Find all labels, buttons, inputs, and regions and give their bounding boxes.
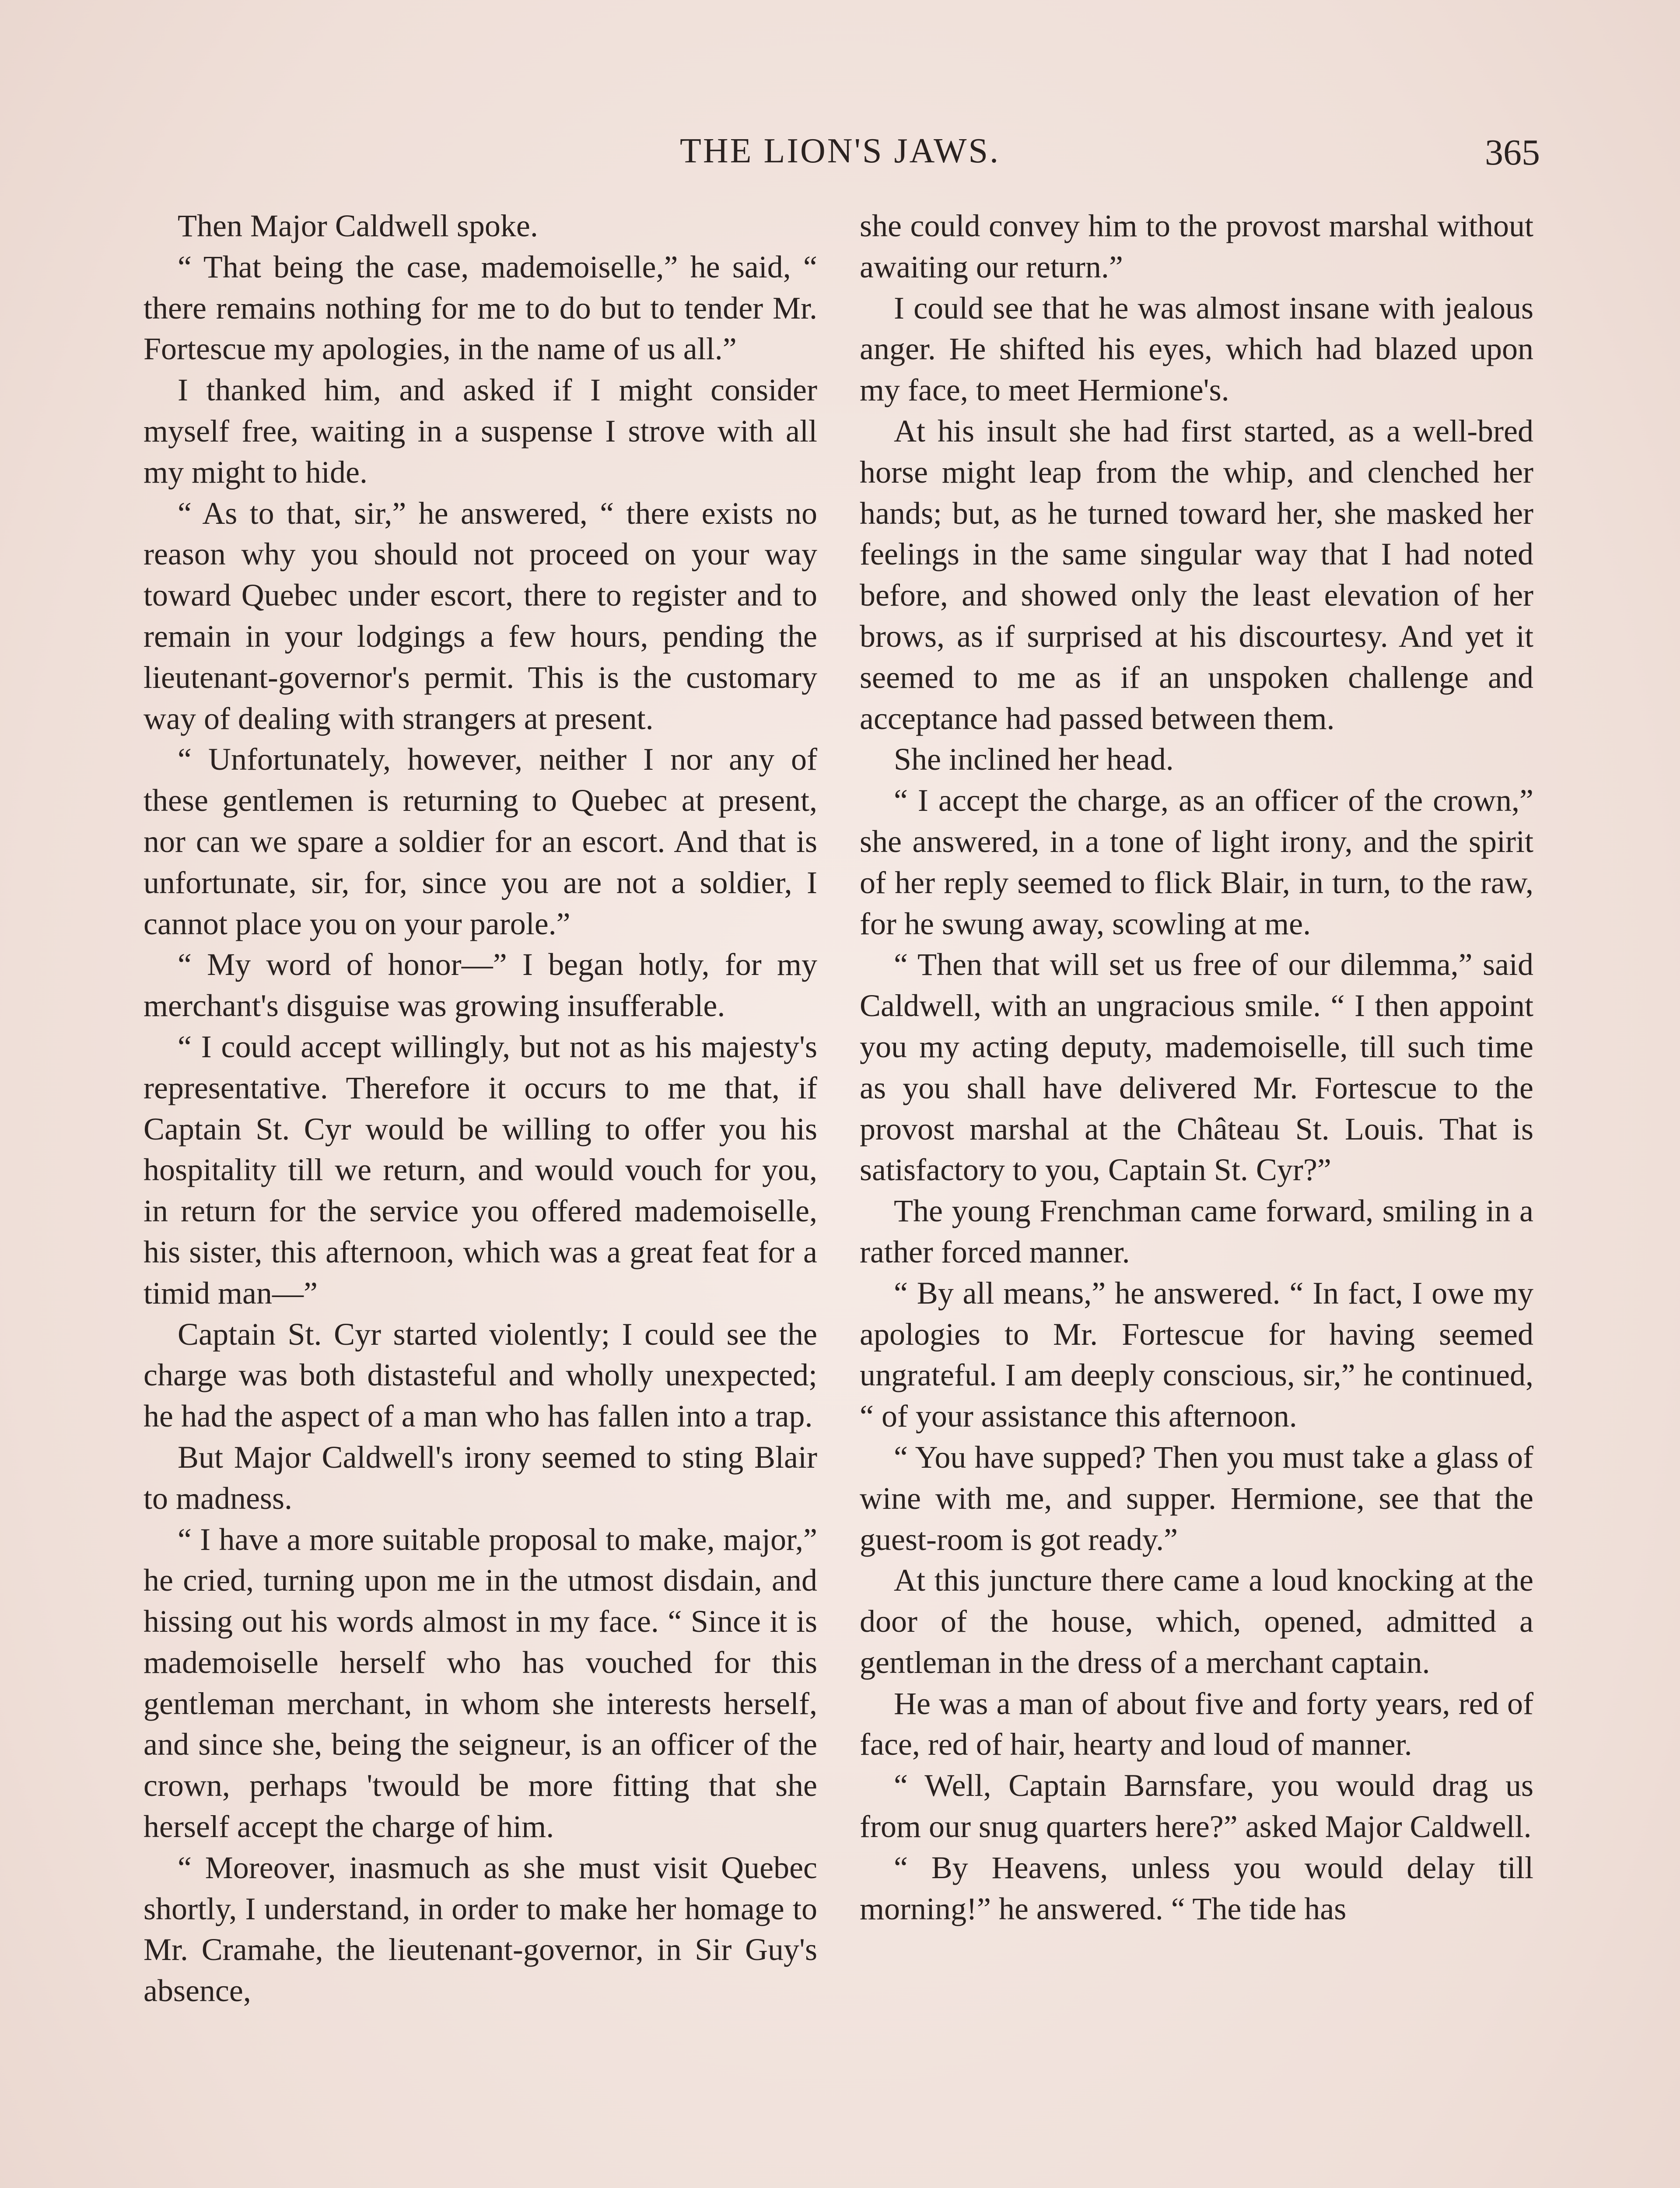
- paragraph: “ I accept the charge, as an officer of the crown,” she answered, in a tone of light irony, and the spirit of her reply seemed to flick Blair, in turn, to the raw, for he swung away, scowling at me.: [860, 783, 1533, 941]
- running-title: THE LION'S JAWS.: [680, 132, 1000, 170]
- paragraph: Then Major Caldwell spoke.: [178, 208, 538, 243]
- left-text-column: [144, 206, 817, 2012]
- paragraph: “ I have a more suitable proposal to make, major,” he cried, turning upon me in the utmost disdain, and hissing out his words almost in my face. “ Since it is mademoiselle herself who has vouched for this gentleman merchant, in whom she interests herself, and since she, being the seigneur, is an officer of the crown, perhaps 'twould be more fitting that she herself accept the charge of him.: [144, 1522, 817, 1844]
- paragraph: I thanked him, and asked if I might consider myself free, waiting in a suspense I strove with all my might to hide.: [144, 372, 817, 490]
- paragraph: “ Unfortunately, however, neither I nor any of these gentlemen is returning to Quebec at present, nor can we spare a soldier for an escort. And that is unfortunate, sir, for, since you are not a soldier, I cannot place you on your parole.”: [144, 742, 817, 941]
- paragraph: “ You have supped? Then you must take a glass of wine with me, and supper. Hermione, see that the guest-room is got ready.”: [860, 1439, 1533, 1557]
- paragraph: At his insult she had first started, as a well-bred horse might leap from the whip, and clenched her hands; but, as he turned toward her, she masked her feelings in the same singular way that I had noted before, and showed only the least elevation of her brows, as if surprised at his discourtesy. And yet it seemed to me as if an unspoken challenge and acceptance had passed between them.: [860, 413, 1533, 736]
- paragraph: She inclined her head.: [894, 742, 1174, 777]
- paragraph: “ My word of honor—” I began hotly, for my merchant's disguise was growing insufferable.: [144, 947, 817, 1024]
- page-header: [140, 131, 1540, 179]
- paragraph: she could convey him to the provost marshal without awaiting our return.”: [860, 208, 1533, 284]
- paragraph: The young Frenchman came forward, smiling in a rather forced manner.: [860, 1193, 1533, 1269]
- paragraph: At this juncture there came a loud knocking at the door of the house, which, opened, admitted a gentleman in the dress of a merchant captain.: [860, 1563, 1533, 1680]
- paragraph: “ By Heavens, unless you would delay till morning!” he answered. “ The tide has: [860, 1850, 1533, 1926]
- paragraph: “ I could accept willingly, but not as his majesty's representative. Therefore it occurs to me that, if Captain St. Cyr would be willing to offer you his hospitality till we return, and would vouch for you, in return for the service you offered mademoiselle, his sister, this afternoon, which was a great feat for a timid man—”: [144, 1029, 817, 1311]
- right-text-column: [860, 206, 1533, 1929]
- paragraph: “ As to that, sir,” he answered, “ there exists no reason why you should not proceed on your way toward Quebec under escort, there to register and to remain in your lodgings a few hours, pending the lieutenant-governor's permit. This is the customary way of dealing with strangers at present.: [144, 495, 817, 736]
- paragraph: “ Well, Captain Barnsfare, you would drag us from our snug quarters here?” asked Major Caldwell.: [860, 1768, 1533, 1844]
- paragraph: “ By all means,” he answered. “ In fact, I owe my apologies to Mr. Fortescue for having seemed ungrateful. I am deeply conscious, sir,” he continued, “ of your assistance this afternoon.: [860, 1275, 1533, 1434]
- paragraph: I could see that he was almost insane with jealous anger. He shifted his eyes, which had blazed upon my face, to meet Hermione's.: [860, 290, 1533, 408]
- paragraph: “ That being the case, mademoiselle,” he said, “ there remains nothing for me to do but to tender Mr. Fortescue my apologies, in the name of us all.”: [144, 249, 817, 367]
- paragraph: Captain St. Cyr started violently; I could see the charge was both distasteful and wholly unexpected; he had the aspect of a man who has fallen into a trap.: [144, 1316, 817, 1434]
- paragraph: But Major Caldwell's irony seemed to sting Blair to madness.: [144, 1439, 817, 1516]
- page-number: 365: [1485, 132, 1540, 173]
- paragraph: “ Then that will set us free of our dilemma,” said Caldwell, with an ungracious smile. “ I then appoint you my acting deputy, mademoiselle, till such time as you shall have delivered Mr. Fortescue to the provost marshal at the Château St. Louis. That is satisfactory to you, Captain St. Cyr?”: [860, 947, 1533, 1188]
- paragraph: He was a man of about five and forty years, red of face, red of hair, hearty and loud of manner.: [860, 1686, 1533, 1762]
- paragraph: “ Moreover, inasmuch as she must visit Quebec shortly, I understand, in order to make her homage to Mr. Cramahe, the lieutenant-governor, in Sir Guy's absence,: [144, 1850, 817, 2009]
